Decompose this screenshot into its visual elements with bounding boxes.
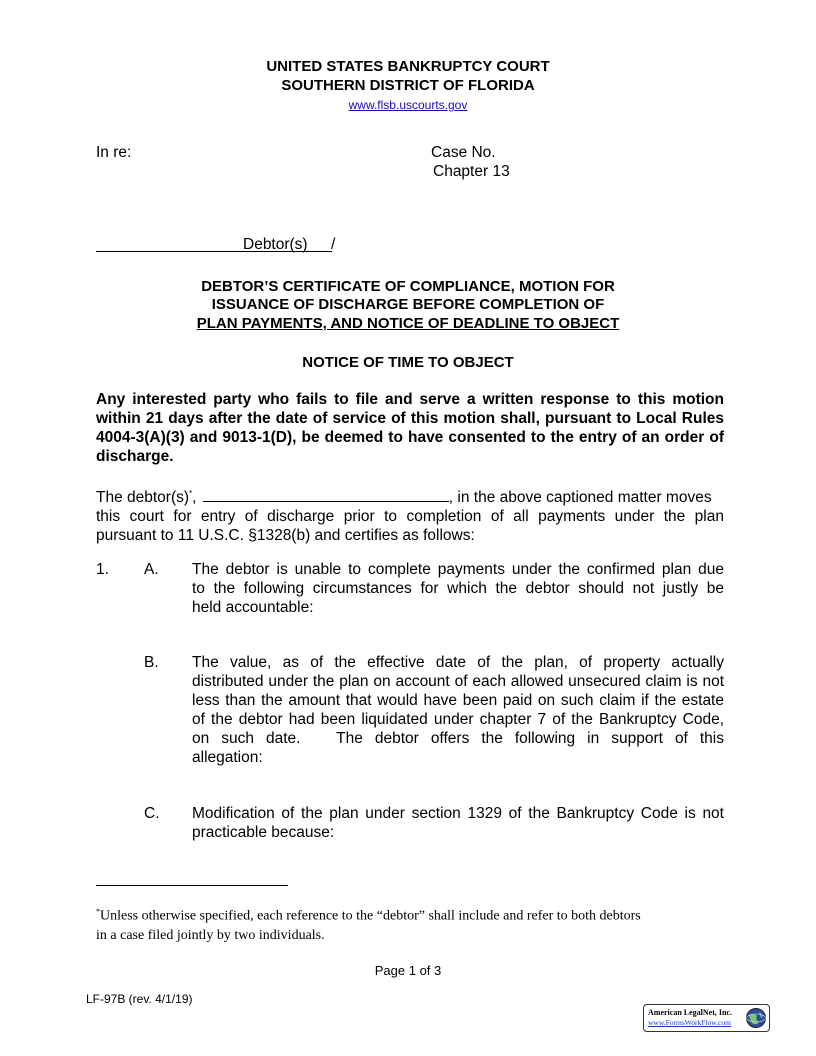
item-a-line-1: The debtor is unable to complete payments under the confirmed plan due [192, 561, 724, 578]
chapter-label: Chapter 13 [433, 163, 510, 180]
item-a-text [192, 560, 724, 617]
intro-suffix: , in the above captioned matter moves [448, 489, 712, 507]
court-name: UNITED STATES BANKRUPTCY COURT [266, 58, 550, 75]
item-b-line-4: of the debtor had been liquidated under chapter 7 of the Bankruptcy Code, [192, 711, 724, 728]
intro-footnote-mark: * [189, 489, 193, 498]
title-line-2: ISSUANCE OF DISCHARGE BEFORE COMPLETION OF [211, 296, 605, 313]
item-a-line-3: held accountable: [192, 599, 314, 616]
debtor-name-blank[interactable] [203, 487, 449, 502]
caption-slash: / [331, 236, 336, 253]
court-website-link[interactable]: www.flsb.uscourts.gov [348, 98, 468, 112]
in-re-label: In re: [96, 144, 132, 161]
item-b-letter: B. [144, 654, 159, 671]
footnote-line-2: in a case filed jointly by two individuals. [96, 927, 325, 943]
title-line-1: DEBTOR’S CERTIFICATE OF COMPLIANCE, MOTION FOR [201, 278, 615, 295]
item-c-text [192, 804, 724, 842]
notice-line-4: discharge. [96, 448, 174, 465]
item-b-line-5: on such date. The debtor offers the following in support of this [192, 730, 724, 747]
item-a-letter: A. [144, 561, 159, 578]
notice-line-1: Any interested party who fails to file and serve a written response to this motion [96, 391, 724, 408]
form-id: LF-97B (rev. 4/1/19) [86, 992, 193, 1006]
item-b-text [192, 653, 724, 767]
legalnet-badge[interactable] [643, 1004, 770, 1032]
item-number: 1. [96, 561, 109, 578]
footnote-line-1: Unless otherwise specified, each reference to the “debtor” shall include and refer to both debtors [100, 908, 641, 924]
title-line-3: PLAN PAYMENTS, AND NOTICE OF DEADLINE TO OBJECT [196, 315, 620, 332]
item-b-line-6: allegation: [192, 749, 263, 766]
intro-prefix: The debtor(s) [96, 489, 190, 507]
intro-paragraph [96, 484, 724, 545]
item-c-line-1: Modification of the plan under section 1329 of the Bankruptcy Code is not [192, 805, 724, 822]
intro-line-1 [96, 484, 724, 507]
notice-paragraph [96, 390, 724, 466]
footnote-line-1-wrap [96, 902, 726, 926]
notice-heading: NOTICE OF TIME TO OBJECT [302, 354, 514, 371]
item-b-line-2: distributed under the plan on account of each allowed unsecured claim is not [192, 673, 724, 690]
badge-company: American LegalNet, Inc. [648, 1008, 732, 1017]
footnote [96, 902, 726, 945]
court-website-wrap [0, 96, 816, 114]
item-b-line-3: less than the amount that would have been paid on such claim if the estate [192, 692, 724, 709]
badge-url: www.FormsWorkFlow.com [648, 1018, 732, 1027]
globe-icon [745, 1007, 767, 1029]
footnote-mark: * [96, 907, 100, 916]
footnote-separator [96, 885, 288, 886]
title-line-3-wrap [0, 315, 816, 332]
notice-line-3: 4004-3(A)(3) and 9013-1(D), be deemed to have consented to the entry of an order of [96, 429, 724, 446]
page-number: Page 1 of 3 [374, 963, 442, 978]
court-district: SOUTHERN DISTRICT OF FLORIDA [281, 77, 535, 94]
intro-line-2: this court for entry of discharge prior to completion of all payments under the plan [96, 508, 724, 526]
intro-line-3: pursuant to 11 U.S.C. §1328(b) and certifies as follows: [96, 527, 475, 545]
case-no-label: Case No. [431, 144, 496, 161]
item-b-line-1: The value, as of the effective date of the plan, of property actually [192, 654, 724, 671]
notice-line-2: within 21 days after the date of service of this motion shall, pursuant to Local Rules [96, 410, 724, 427]
item-c-line-2: practicable because: [192, 824, 335, 841]
item-a-line-2: to the following circumstances for which the debtor should not justly be [192, 580, 724, 597]
debtor-label: Debtor(s) [243, 236, 308, 253]
intro-comma: , [192, 489, 197, 507]
item-c-letter: C. [144, 805, 160, 822]
